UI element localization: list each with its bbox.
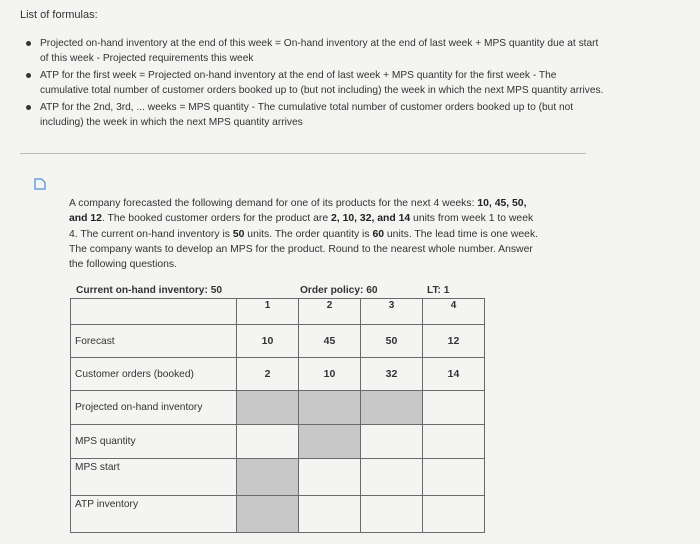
booked-order-values: 2, 10, 32, and 14	[331, 213, 411, 225]
period-cell: 4	[423, 299, 485, 325]
value-cell: 50	[361, 325, 423, 358]
answer-cell[interactable]	[361, 459, 423, 496]
value-cell: 10	[299, 358, 361, 391]
mps-table	[70, 298, 485, 533]
answer-cell[interactable]	[361, 496, 423, 533]
value-cell: 2	[237, 358, 299, 391]
answer-cell[interactable]	[299, 496, 361, 533]
row-label: Forecast	[71, 325, 237, 358]
demand-values: 10, 45, 50, and 12	[69, 198, 527, 225]
answer-cell[interactable]	[237, 459, 299, 496]
period-cell: 3	[361, 299, 423, 325]
problem-text: units from week 1 to week 4. The current on-hand inventory is	[69, 213, 534, 240]
answer-cell[interactable]	[423, 496, 485, 533]
answer-cell[interactable]	[299, 425, 361, 459]
answer-cell[interactable]	[361, 425, 423, 459]
answer-cell[interactable]	[237, 391, 299, 425]
lead-time-label: LT: 1	[427, 285, 450, 296]
formula-item: ATP for the first week = Projected on-hand inventory at the end of last week + MPS quantity for the first week - The cumulative total number of customer orders booked up to (but not including) the week in which the next MPS quantity arrives.	[26, 68, 606, 99]
answer-cell[interactable]	[423, 391, 485, 425]
table-row	[71, 391, 485, 425]
value-cell: 12	[423, 325, 485, 358]
current-inventory-label: Current on-hand inventory: 50	[76, 285, 223, 296]
answer-cell[interactable]	[237, 425, 299, 459]
order-policy-label: Order policy: 60	[300, 285, 378, 296]
answer-cell[interactable]	[299, 391, 361, 425]
row-label: Customer orders (booked)	[71, 358, 237, 391]
table-row	[71, 425, 485, 459]
problem-text: . The company wants to develop an MPS for the product. Round to the nearest whole number. Answer the following questions.	[69, 228, 539, 271]
problem-text: units. The order quantity is	[244, 228, 373, 240]
answer-cell[interactable]	[423, 459, 485, 496]
problem-text: A company forecasted the following demand for one of its products for the next 4 weeks:	[69, 198, 478, 209]
problem-text: units. The lead time is	[384, 228, 491, 240]
period-cell: 2	[299, 299, 361, 325]
empty-header-cell	[71, 299, 237, 325]
value-cell: 10	[237, 325, 299, 358]
table-row	[71, 459, 485, 496]
answer-cell[interactable]	[299, 459, 361, 496]
question-icon	[34, 178, 46, 190]
row-label: MPS quantity	[71, 425, 237, 459]
row-label: Projected on-hand inventory	[71, 391, 237, 425]
answer-cell[interactable]	[237, 496, 299, 533]
value-cell: 32	[361, 358, 423, 391]
formula-item: ATP for the 2nd, 3rd, ... weeks = MPS quantity - The cumulative total number of customer orders booked up to (but not including) the week in which the next MPS quantity arrives	[26, 100, 606, 131]
answer-cell[interactable]	[361, 391, 423, 425]
problem-statement	[69, 196, 541, 272]
value-cell: 14	[423, 358, 485, 391]
row-label: ATP inventory	[71, 496, 237, 533]
formula-list	[26, 36, 606, 131]
divider	[20, 153, 586, 154]
order-quantity-value: 60	[372, 228, 384, 240]
period-header-row	[71, 299, 485, 325]
formula-item: Projected on-hand inventory at the end of this week = On-hand inventory at the end of last week + MPS quantity due at start of this week - Projected requirements this week	[26, 36, 606, 67]
table-row	[71, 496, 485, 533]
value-cell: 45	[299, 325, 361, 358]
table-row	[71, 358, 485, 391]
lead-time-value: one week	[490, 228, 536, 240]
period-cell: 1	[237, 299, 299, 325]
table-row	[71, 325, 485, 358]
problem-text: . The booked customer orders for the product are	[101, 213, 332, 225]
answer-cell[interactable]	[423, 425, 485, 459]
row-label: MPS start	[71, 459, 237, 496]
inventory-value: 50	[232, 228, 245, 240]
formulas-heading: List of formulas:	[20, 9, 98, 21]
